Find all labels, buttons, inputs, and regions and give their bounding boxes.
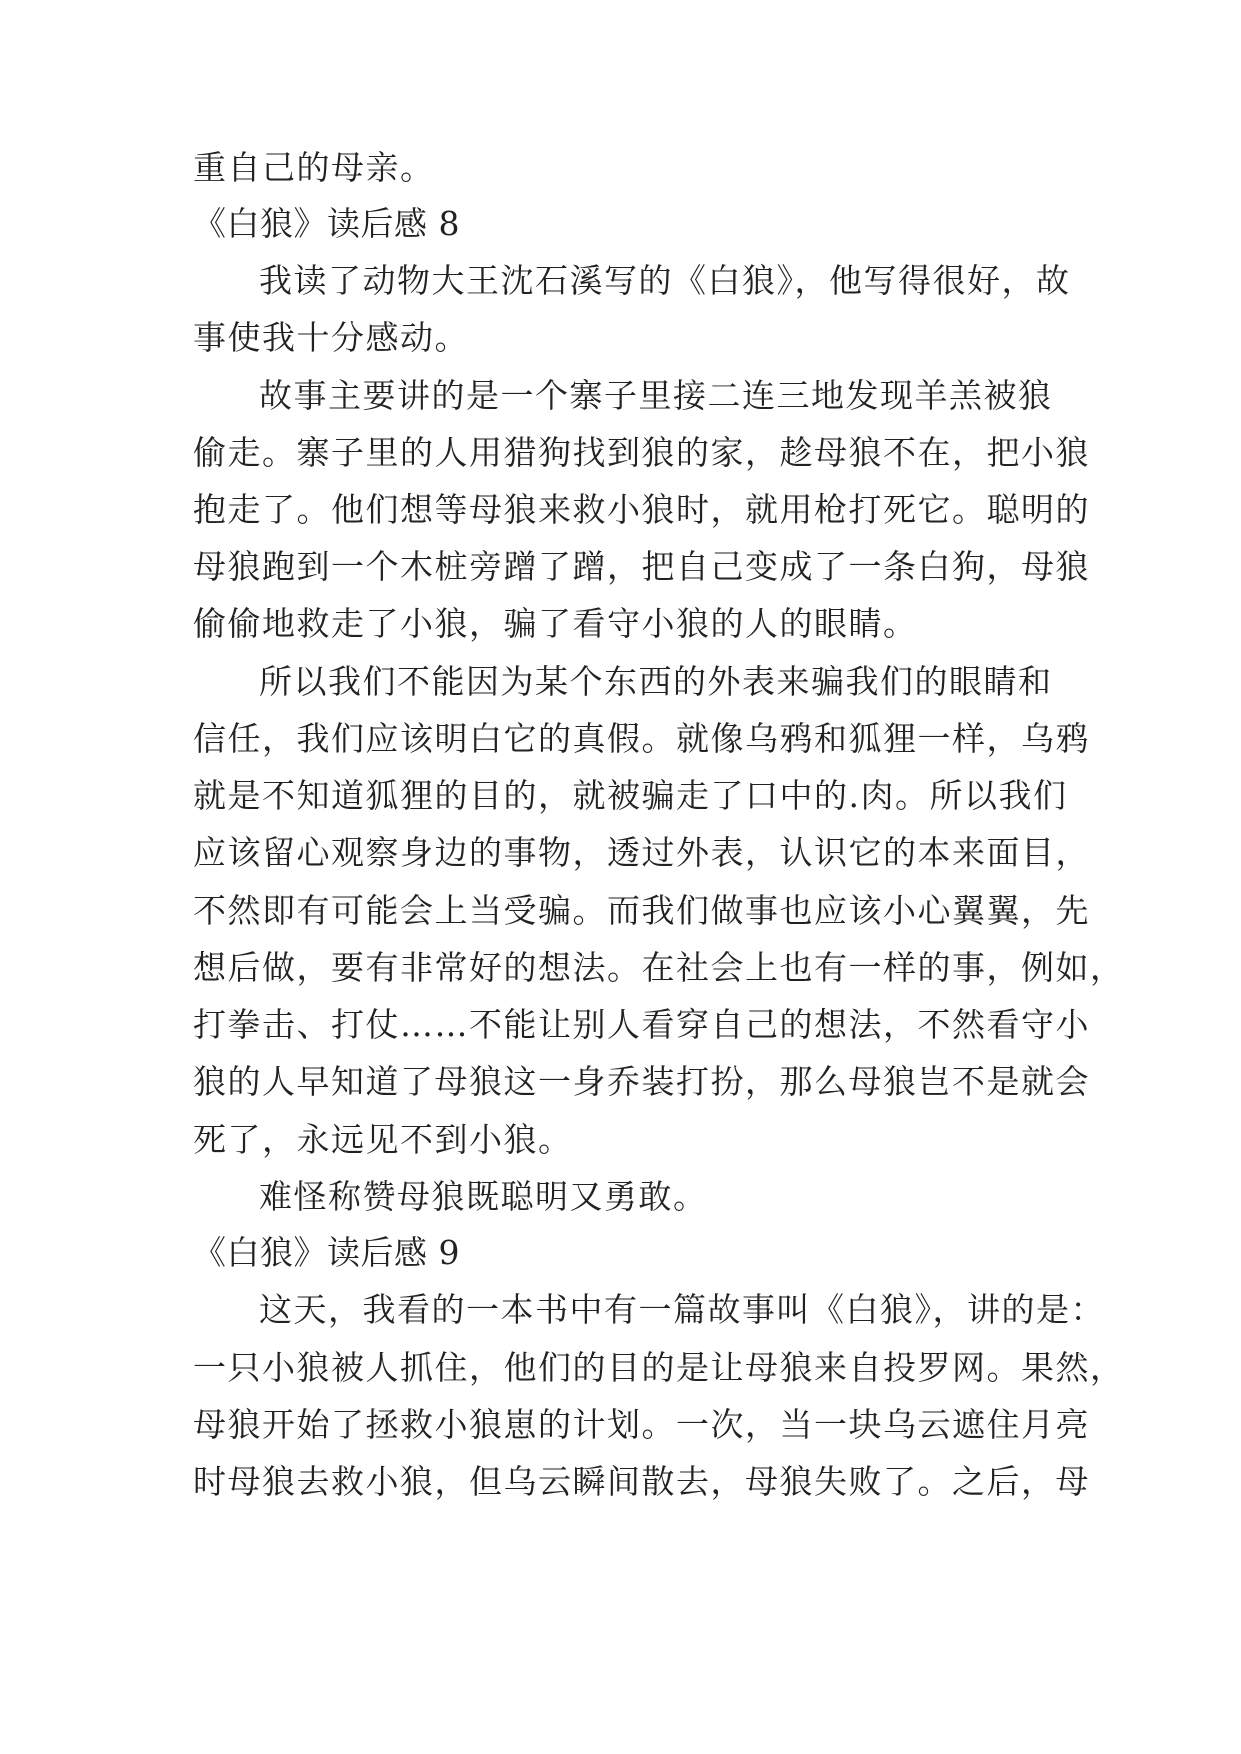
paragraph-line: 不然即有可能会上当受骗。而我们做事也应该小心翼翼，先 [193, 891, 1090, 930]
paragraph-line: 我读了动物大王沈石溪写的《白狼》，他写得很好，故 [259, 261, 1071, 300]
paragraph-line: 狼的人早知道了母狼这一身乔装打扮，那么母狼岂不是就会 [193, 1062, 1090, 1101]
paragraph-line: 死了，永远见不到小狼。 [193, 1120, 573, 1159]
paragraph-line: 故事主要讲的是一个寨子里接二连三地发现羊羔被狼 [259, 376, 1053, 415]
paragraph-line: 一只小狼被人抓住，他们的目的是让母狼来自投罗网。果然， [193, 1348, 1125, 1387]
paragraph-line: 抱走了。他们想等母狼来救小狼时，就用枪打死它。聪明的 [193, 490, 1090, 529]
paragraph-line: 母狼跑到一个木桩旁蹭了蹭，把自己变成了一条白狗，母狼 [193, 547, 1090, 586]
section-heading: 《白狼》读后感 9 [193, 1233, 460, 1272]
section-heading: 《白狼》读后感 8 [193, 204, 460, 243]
paragraph-line: 母狼开始了拯救小狼崽的计划。一次，当一块乌云遮住月亮 [193, 1405, 1090, 1444]
paragraph-line: 应该留心观察身边的事物，透过外表，认识它的本来面目， [193, 833, 1090, 872]
paragraph-line: 偷偷地救走了小狼，骗了看守小狼的人的眼睛。 [193, 604, 918, 643]
paragraph-line: 打拳击、打仗……不能让别人看穿自己的想法，不然看守小 [193, 1005, 1090, 1044]
paragraph-line: 偷走。寨子里的人用猎狗找到狼的家，趁母狼不在，把小狼 [193, 433, 1090, 472]
paragraph-line: 所以我们不能因为某个东西的外表来骗我们的眼睛和 [259, 662, 1053, 701]
paragraph-line: 想后做，要有非常好的想法。在社会上也有一样的事，例如， [193, 948, 1125, 987]
paragraph-line: 时母狼去救小狼，但乌云瞬间散去，母狼失败了。之后，母 [193, 1462, 1090, 1501]
paragraph-line: 难怪称赞母狼既聪明又勇敢。 [259, 1177, 708, 1216]
paragraph-line: 重自己的母亲。 [193, 148, 435, 187]
paragraph-line: 就是不知道狐狸的目的，就被骗走了口中的.肉。所以我们 [193, 776, 1068, 815]
paragraph-line: 事使我十分感动。 [193, 318, 469, 357]
paragraph-line: 这天，我看的一本书中有一篇故事叫《白狼》，讲的是： [259, 1290, 1105, 1329]
paragraph-line: 信任，我们应该明白它的真假。就像乌鸦和狐狸一样，乌鸦 [193, 719, 1090, 758]
